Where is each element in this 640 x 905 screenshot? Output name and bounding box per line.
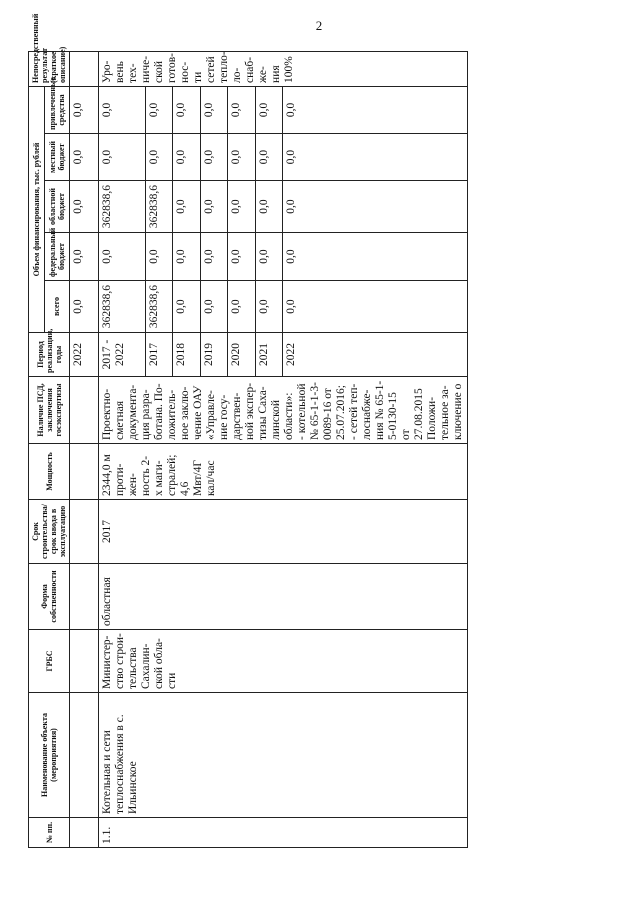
local-cell: 0,0 bbox=[99, 134, 146, 181]
federal-cell: 0,0 bbox=[255, 233, 282, 281]
regional-cell: 0,0 bbox=[255, 181, 282, 233]
rotated-table-page bbox=[28, 13, 576, 848]
psd-cell: Проектно- сметная документа- ция разра- ботана. По- ложитель- ное заклю- чение ОАУ «Управле- ние госу- дарствен- ной экспер- тизы Саха- линской области»: - котельной № 65-1-1-3- 0089-16 от 25.07.2016; - сетей теп- лоснабже- ния № 65-1- 5-0130-15 от 27.08.2015 Положи- тельное за- ключение о bbox=[99, 377, 468, 444]
attracted-cell: 0,0 bbox=[200, 86, 227, 133]
col-num-header: № пп. bbox=[29, 818, 70, 848]
col-federal-header: федеральный бюджет bbox=[44, 233, 70, 281]
local-cell: 0,0 bbox=[255, 134, 282, 181]
federal-cell: 0,0 bbox=[283, 233, 468, 281]
regional-cell: 362838,6 bbox=[99, 181, 146, 233]
object-name: Котельная и сети теплоснабжения в с. Ильинское bbox=[99, 693, 468, 818]
total-cell: 362838,6 bbox=[99, 281, 146, 333]
federal-cell: 0,0 bbox=[146, 233, 173, 281]
grbs-cell: Министер- ство строи- тельства Сахалин- ской обла- сти bbox=[99, 630, 468, 693]
result-cell: Уро- вень тех- ниче- ской готов- нос- ти сетей тепло- ло- снаб- же- ния 100% bbox=[99, 51, 468, 86]
period-cell: 2017 bbox=[146, 333, 173, 377]
period-cell: 2019 bbox=[200, 333, 227, 377]
col-psd-header: Наличие ПСД, заключения госэкспертизы bbox=[29, 377, 70, 444]
col-grbs-header: ГРБС bbox=[29, 630, 70, 693]
col-local-header: местный бюджет bbox=[44, 134, 70, 181]
attracted-cell: 0,0 bbox=[99, 86, 146, 133]
total-cell: 362838,6 bbox=[146, 281, 173, 333]
total-cell: 0,0 bbox=[173, 281, 200, 333]
regional-cell: 0,0 bbox=[173, 181, 200, 233]
federal-cell: 0,0 bbox=[228, 233, 255, 281]
federal-cell: 0,0 bbox=[200, 233, 227, 281]
local-cell: 0,0 bbox=[173, 134, 200, 181]
col-attracted-header: привлеченные средства bbox=[44, 86, 70, 133]
federal-cell: 0,0 bbox=[70, 233, 99, 281]
objects-table bbox=[28, 13, 468, 848]
col-deadline-header: Срок строительства/срок ввода в эксплуатацию bbox=[29, 500, 70, 564]
col-capacity-header: Мощность bbox=[29, 444, 70, 500]
total-cell: 0,0 bbox=[228, 281, 255, 333]
total-cell: 0,0 bbox=[70, 281, 99, 333]
total-cell: 0,0 bbox=[283, 281, 468, 333]
period-cell: 2022 bbox=[283, 333, 468, 377]
period-cell: 2021 bbox=[255, 333, 282, 377]
federal-cell: 0,0 bbox=[173, 233, 200, 281]
attracted-cell: 0,0 bbox=[70, 86, 99, 133]
funding-group-header: Объем финансирования, тыс. рублей bbox=[29, 86, 45, 332]
regional-cell: 0,0 bbox=[228, 181, 255, 233]
capacity-cell: 2344,0 м проти- жен- ность 2- х маги- стралей; 4,6 Мвт/4Г кал/час bbox=[99, 444, 468, 500]
total-cell: 0,0 bbox=[200, 281, 227, 333]
page-number: 2 bbox=[315, 18, 323, 33]
col-result-header: Непосредственный результат (краткое описание) bbox=[29, 51, 70, 86]
attracted-cell: 0,0 bbox=[228, 86, 255, 133]
local-cell: 0,0 bbox=[70, 134, 99, 181]
row-number: 1.1. bbox=[99, 818, 468, 848]
regional-cell: 0,0 bbox=[70, 181, 99, 233]
period-cell: 2022 bbox=[70, 333, 99, 377]
local-cell: 0,0 bbox=[283, 134, 468, 181]
ownership-cell: областная bbox=[99, 564, 468, 630]
col-name-header: Наименование объекта (мероприятия) bbox=[29, 693, 70, 818]
federal-cell: 0,0 bbox=[99, 233, 146, 281]
table-row bbox=[99, 51, 146, 847]
col-period-header: Период реализации, годы bbox=[29, 333, 70, 377]
col-ownership-header: Форма собственности bbox=[29, 564, 70, 630]
local-cell: 0,0 bbox=[146, 134, 173, 181]
period-cell: 2018 bbox=[173, 333, 200, 377]
attracted-cell: 0,0 bbox=[255, 86, 282, 133]
regional-cell: 0,0 bbox=[200, 181, 227, 233]
total-cell: 0,0 bbox=[255, 281, 282, 333]
period-cell: 2020 bbox=[228, 333, 255, 377]
deadline-cell: 2017 bbox=[99, 500, 468, 564]
attracted-cell: 0,0 bbox=[146, 86, 173, 133]
table-row bbox=[70, 51, 99, 847]
local-cell: 0,0 bbox=[228, 134, 255, 181]
header-row-1 bbox=[29, 51, 45, 847]
col-total-header: всего bbox=[44, 281, 70, 333]
attracted-cell: 0,0 bbox=[283, 86, 468, 133]
period-cell: 2017 - 2022 bbox=[99, 333, 146, 377]
regional-cell: 362838,6 bbox=[146, 181, 173, 233]
regional-cell: 0,0 bbox=[283, 181, 468, 233]
attracted-cell: 0,0 bbox=[173, 86, 200, 133]
col-regional-header: областной бюджет bbox=[44, 181, 70, 233]
local-cell: 0,0 bbox=[200, 134, 227, 181]
